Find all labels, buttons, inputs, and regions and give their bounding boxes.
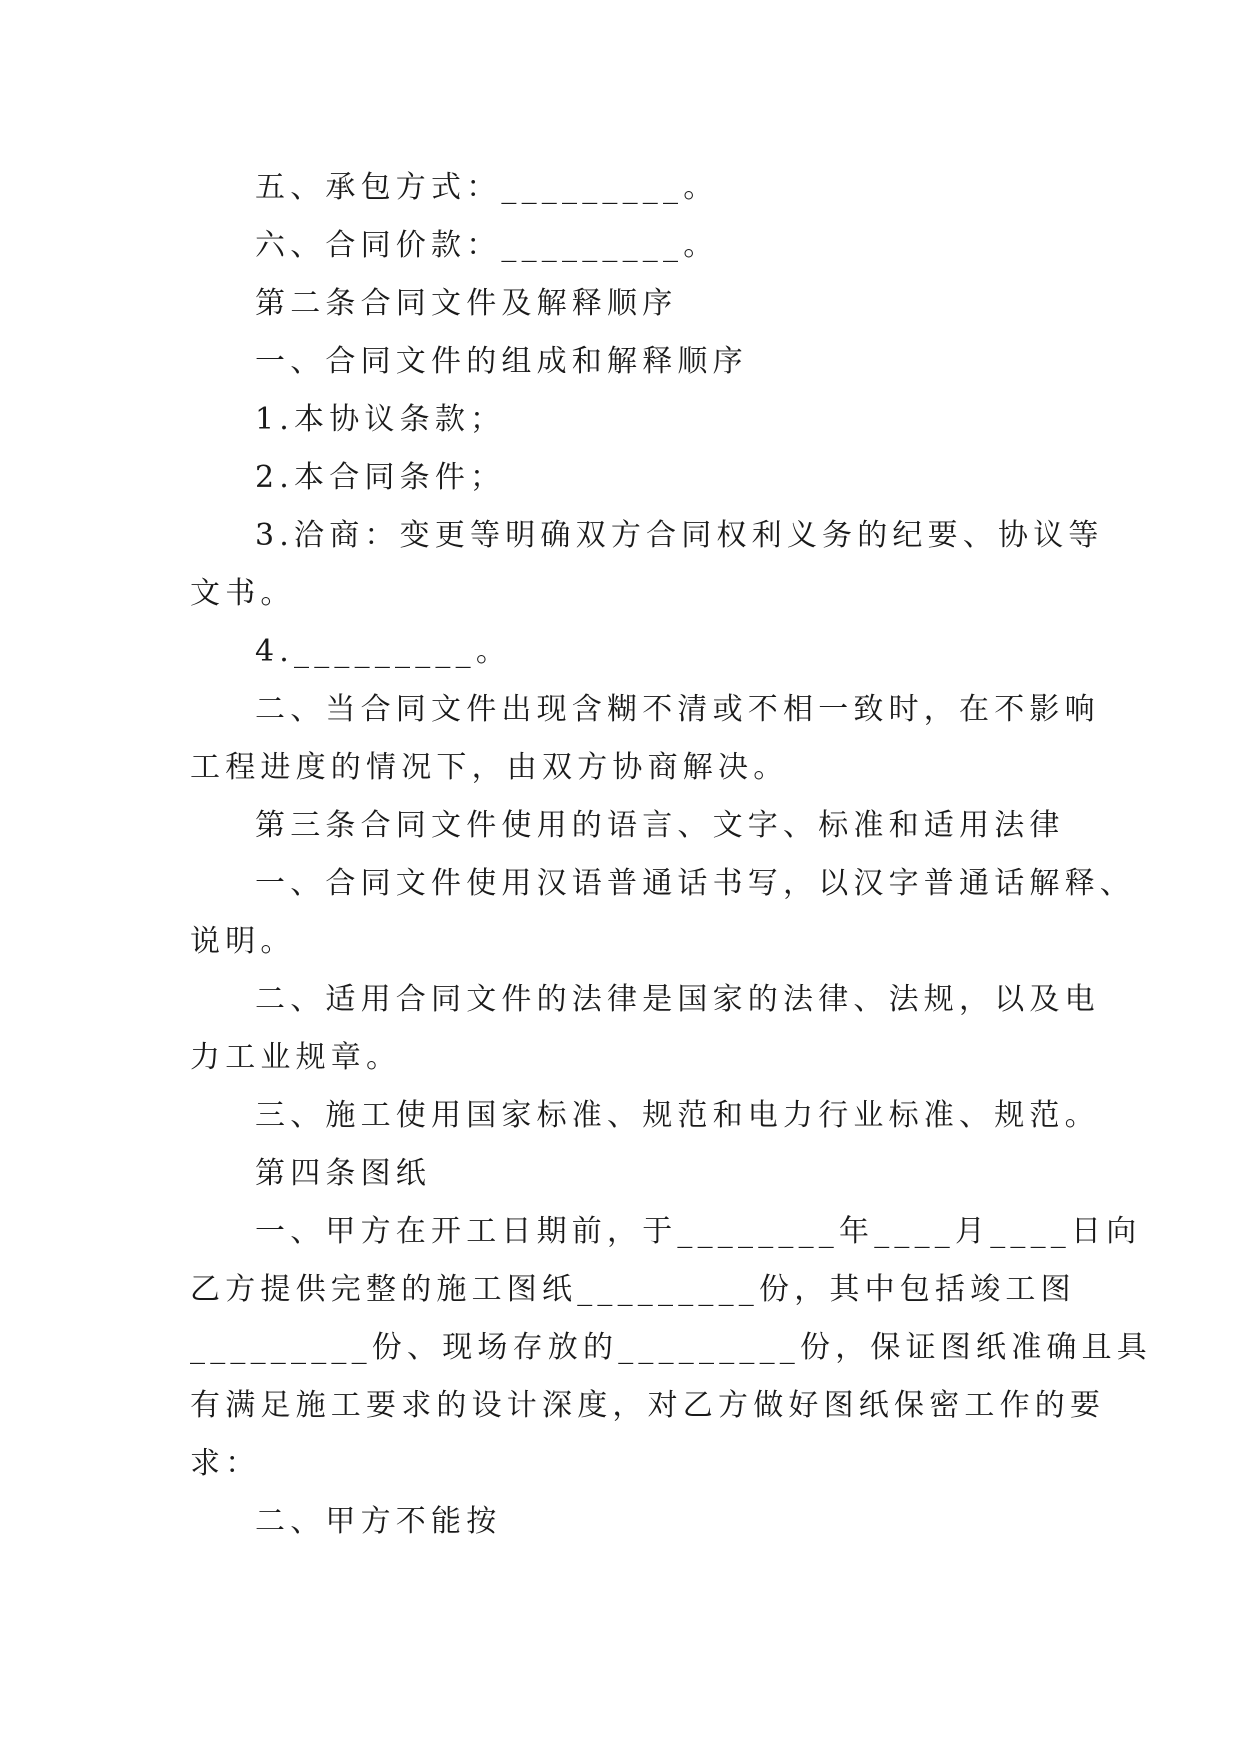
list-item: 4._________。 — [255, 634, 512, 669]
clause-line: 一、合同文件的组成和解释顺序 — [255, 344, 748, 379]
clause-continuation: 力工业规章。 — [190, 1040, 402, 1075]
clause-line: 二、适用合同文件的法律是国家的法律、法规，以及电 — [255, 982, 1100, 1017]
article-heading: 第二条合同文件及解释顺序 — [255, 286, 678, 321]
list-item: 1.本协议条款； — [255, 402, 506, 437]
clause-line: 二、甲方不能按 — [255, 1504, 502, 1539]
clause-line: 六、合同价款：_________。 — [255, 228, 719, 263]
clause-line: 一、甲方在开工日期前，于________年____月____日向 — [255, 1214, 1142, 1249]
clause-continuation: _________份、现场存放的_________份，保证图纸准确且具 — [190, 1330, 1152, 1365]
list-item-continuation: 文书。 — [190, 576, 296, 611]
clause-line: 五、承包方式：_________。 — [255, 170, 719, 205]
list-item: 2.本合同条件； — [255, 460, 506, 495]
clause-continuation: 求： — [190, 1446, 261, 1481]
clause-continuation: 工程进度的情况下，由双方协商解决。 — [190, 750, 789, 785]
article-heading: 第三条合同文件使用的语言、文字、标准和适用法律 — [255, 808, 1065, 843]
clause-line: 一、合同文件使用汉语普通话书写，以汉字普通话解释、 — [255, 866, 1135, 901]
clause-line: 二、当合同文件出现含糊不清或不相一致时，在不影响 — [255, 692, 1100, 727]
list-item: 3.洽商：变更等明确双方合同权利义务的纪要、协议等 — [255, 518, 1104, 553]
clause-line: 三、施工使用国家标准、规范和电力行业标准、规范。 — [255, 1098, 1100, 1133]
clause-continuation: 说明。 — [190, 924, 296, 959]
clause-continuation: 乙方提供完整的施工图纸_________份，其中包括竣工图 — [190, 1272, 1076, 1307]
clause-continuation: 有满足施工要求的设计深度，对乙方做好图纸保密工作的要 — [190, 1388, 1106, 1423]
article-heading: 第四条图纸 — [255, 1156, 431, 1191]
